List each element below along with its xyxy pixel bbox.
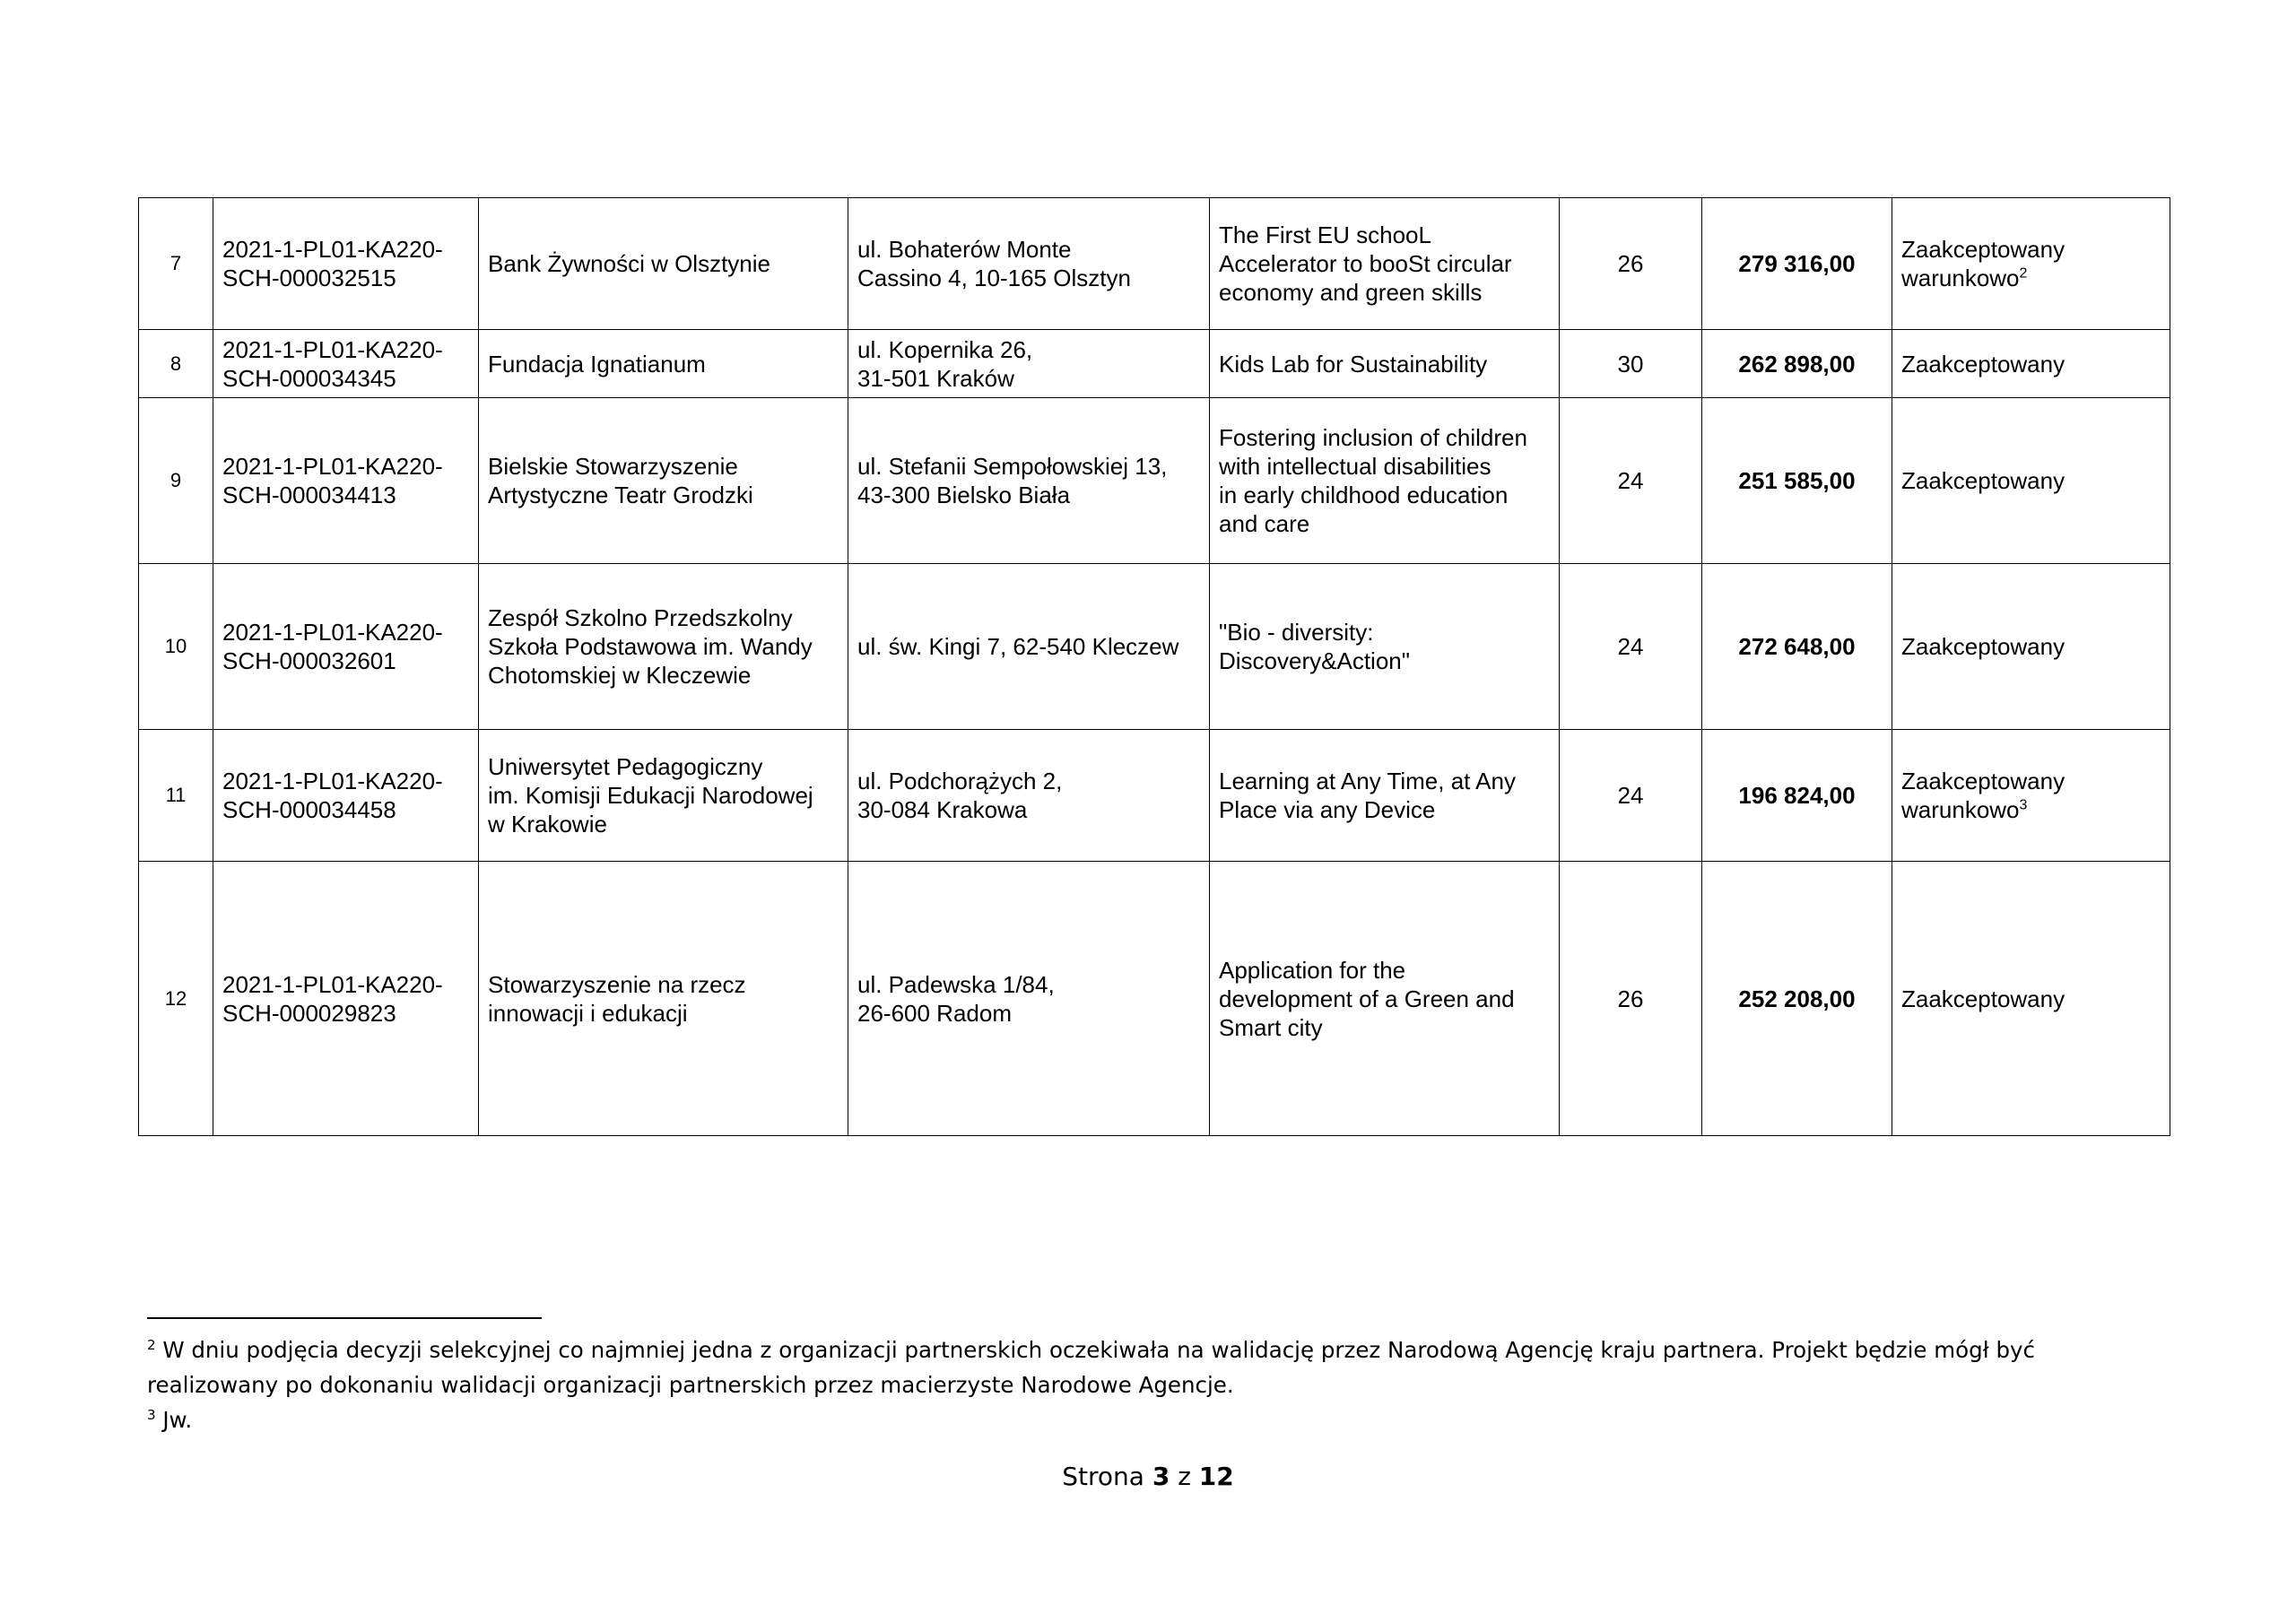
cell-line: warunkowo (1901, 796, 2020, 823)
row-number: 11 (139, 730, 213, 862)
cell-line: 31-501 Kraków (857, 364, 1014, 392)
page-number-prefix: Strona (1062, 1462, 1152, 1491)
table-row (139, 730, 2170, 862)
cell-line: im. Komisji Edukacji Narodowej (488, 782, 813, 809)
row-number: 9 (139, 398, 213, 564)
cell-line: Zaakceptowany (1901, 768, 2066, 794)
cell-line: ul. św. Kingi 7, 62-540 Kleczew (857, 633, 1179, 660)
cell-line: Fostering inclusion of children (1219, 424, 1527, 451)
project-title (1210, 330, 1560, 398)
project-status (1892, 330, 2170, 398)
cell-line: Zaakceptowany (1901, 350, 2066, 378)
project-status (1892, 862, 2170, 1136)
cell-line: ul. Podchorążych 2, (857, 768, 1063, 794)
project-id-part: 2021-1-PL01-KA220- (222, 619, 443, 646)
cell-line: Chotomskiej w Kleczewie (488, 662, 752, 689)
cell-line: Uniwersytet Pedagogiczny (488, 753, 763, 780)
row-number: 12 (139, 862, 213, 1136)
cell-line: ul. Stefanii Sempołowskiej 13, (857, 453, 1168, 480)
cell-line: in early childhood education (1219, 482, 1509, 508)
project-duration: 24 (1560, 730, 1702, 862)
page-number-separator: z (1170, 1462, 1199, 1491)
project-duration: 26 (1560, 862, 1702, 1136)
project-budget: 279 316,00 (1702, 198, 1892, 330)
results-table (138, 197, 2170, 1136)
project-duration: 24 (1560, 564, 1702, 730)
project-status (1892, 564, 2170, 730)
cell-line: Application for the (1219, 956, 1406, 984)
cell-line: 26-600 Radom (857, 999, 1012, 1027)
project-budget: 251 585,00 (1702, 398, 1892, 564)
project-title (1210, 398, 1560, 564)
footnote-text: W dniu podjęcia decyzji selekcyjnej co najmniej jedna z organizacji partnerskich oczekiwała na walidację przez Narodową Agencję kraju partnera. Projekt będzie mógł być (155, 1337, 2035, 1363)
table-row (139, 198, 2170, 330)
organization-address (848, 564, 1210, 730)
footnote-2 (147, 1332, 2120, 1402)
row-number: 8 (139, 330, 213, 398)
cell-line: Bielskie Stowarzyszenie (488, 453, 738, 480)
cell-line: Place via any Device (1219, 796, 1436, 823)
cell-line: ul. Bohaterów Monte (857, 236, 1072, 263)
organization-name (479, 730, 848, 862)
cell-line: ul. Padewska 1/84, (857, 970, 1055, 998)
organization-address (848, 330, 1210, 398)
table-row (139, 330, 2170, 398)
project-id (213, 198, 479, 330)
cell-line: Learning at Any Time, at Any (1219, 768, 1516, 794)
cell-line: warunkowo (1901, 265, 2020, 291)
cell-line: 43-300 Bielsko Biała (857, 482, 1071, 508)
project-id-part: 2021-1-PL01-KA220- (222, 236, 443, 263)
cell-line: Bank Żywności w Olsztynie (488, 250, 770, 277)
project-id-part: SCH-000034345 (222, 364, 396, 392)
footnote-reference: 2 (2019, 265, 2028, 282)
footnote-mark: 3 (147, 1406, 156, 1423)
cell-line: innowacji i edukacji (488, 999, 688, 1027)
cell-line: Zaakceptowany (1901, 236, 2066, 263)
cell-line: "Bio - diversity: (1219, 619, 1374, 646)
organization-name (479, 198, 848, 330)
project-budget: 196 824,00 (1702, 730, 1892, 862)
project-title (1210, 564, 1560, 730)
organization-name (479, 564, 848, 730)
project-id (213, 330, 479, 398)
organization-address (848, 198, 1210, 330)
organization-name (479, 330, 848, 398)
organization-name (479, 862, 848, 1136)
project-id-part: 2021-1-PL01-KA220- (222, 768, 443, 794)
cell-line: Fundacja Ignatianum (488, 350, 706, 378)
organization-address (848, 862, 1210, 1136)
project-id-part: SCH-000032601 (222, 647, 396, 674)
project-duration: 30 (1560, 330, 1702, 398)
table-row (139, 862, 2170, 1136)
project-id (213, 862, 479, 1136)
table-row (139, 564, 2170, 730)
project-budget: 262 898,00 (1702, 330, 1892, 398)
project-id-part: 2021-1-PL01-KA220- (222, 335, 443, 363)
cell-line: Zaakceptowany (1901, 633, 2066, 660)
page-number (0, 1462, 2296, 1491)
project-id-part: SCH-000034458 (222, 796, 396, 823)
cell-line: w Krakowie (488, 811, 607, 838)
footnote-3 (147, 1402, 2120, 1437)
cell-line: Smart city (1219, 1013, 1323, 1041)
row-number: 10 (139, 564, 213, 730)
project-id-part: 2021-1-PL01-KA220- (222, 453, 443, 480)
project-budget: 252 208,00 (1702, 862, 1892, 1136)
cell-line: Szkoła Podstawowa im. Wandy (488, 633, 813, 660)
table-body (139, 198, 2170, 1136)
cell-line: Cassino 4, 10-165 Olsztyn (857, 265, 1131, 291)
cell-line: 30-084 Krakowa (857, 796, 1028, 823)
organization-name (479, 398, 848, 564)
cell-line: Zaakceptowany (1901, 467, 2066, 494)
cell-line: ul. Kopernika 26, (857, 335, 1033, 363)
cell-line: The First EU schooL (1219, 221, 1431, 248)
project-id (213, 398, 479, 564)
cell-line: Zespół Szkolno Przedszkolny (488, 604, 793, 631)
cell-line: Artystyczne Teatr Grodzki (488, 482, 753, 508)
project-status (1892, 730, 2170, 862)
project-id (213, 564, 479, 730)
page-number-current: 3 (1152, 1462, 1170, 1491)
project-title (1210, 862, 1560, 1136)
cell-line: Kids Lab for Sustainability (1219, 350, 1488, 378)
row-number: 7 (139, 198, 213, 330)
project-duration: 26 (1560, 198, 1702, 330)
project-id (213, 730, 479, 862)
cell-line: with intellectual disabilities (1219, 453, 1492, 480)
project-title (1210, 198, 1560, 330)
table-row (139, 398, 2170, 564)
organization-address (848, 398, 1210, 564)
project-budget: 272 648,00 (1702, 564, 1892, 730)
cell-line: and care (1219, 510, 1310, 537)
footnote-reference: 3 (2019, 797, 2028, 813)
cell-line: development of a Green and (1219, 985, 1515, 1012)
project-id-part: SCH-000029823 (222, 999, 396, 1027)
project-status (1892, 198, 2170, 330)
footnote-separator (147, 1317, 542, 1319)
cell-line: economy and green skills (1219, 279, 1483, 306)
project-id-part: 2021-1-PL01-KA220- (222, 970, 443, 998)
page-number-total: 12 (1198, 1462, 1234, 1491)
footnotes (147, 1332, 2120, 1437)
footnote-text: realizowany po dokonaniu walidacji organizacji partnerskich przez macierzyste Narodowe Agencje. (147, 1372, 1234, 1398)
footnote-text: Jw. (155, 1407, 193, 1433)
project-duration: 24 (1560, 398, 1702, 564)
footnote-mark: 2 (147, 1336, 156, 1353)
cell-line: Zaakceptowany (1901, 985, 2066, 1012)
cell-line: Discovery&Action" (1219, 647, 1410, 674)
project-title (1210, 730, 1560, 862)
cell-line: Stowarzyszenie na rzecz (488, 970, 746, 998)
organization-address (848, 730, 1210, 862)
project-id-part: SCH-000032515 (222, 265, 396, 291)
cell-line: Accelerator to booSt circular (1219, 250, 1512, 277)
project-status (1892, 398, 2170, 564)
project-id-part: SCH-000034413 (222, 482, 396, 508)
